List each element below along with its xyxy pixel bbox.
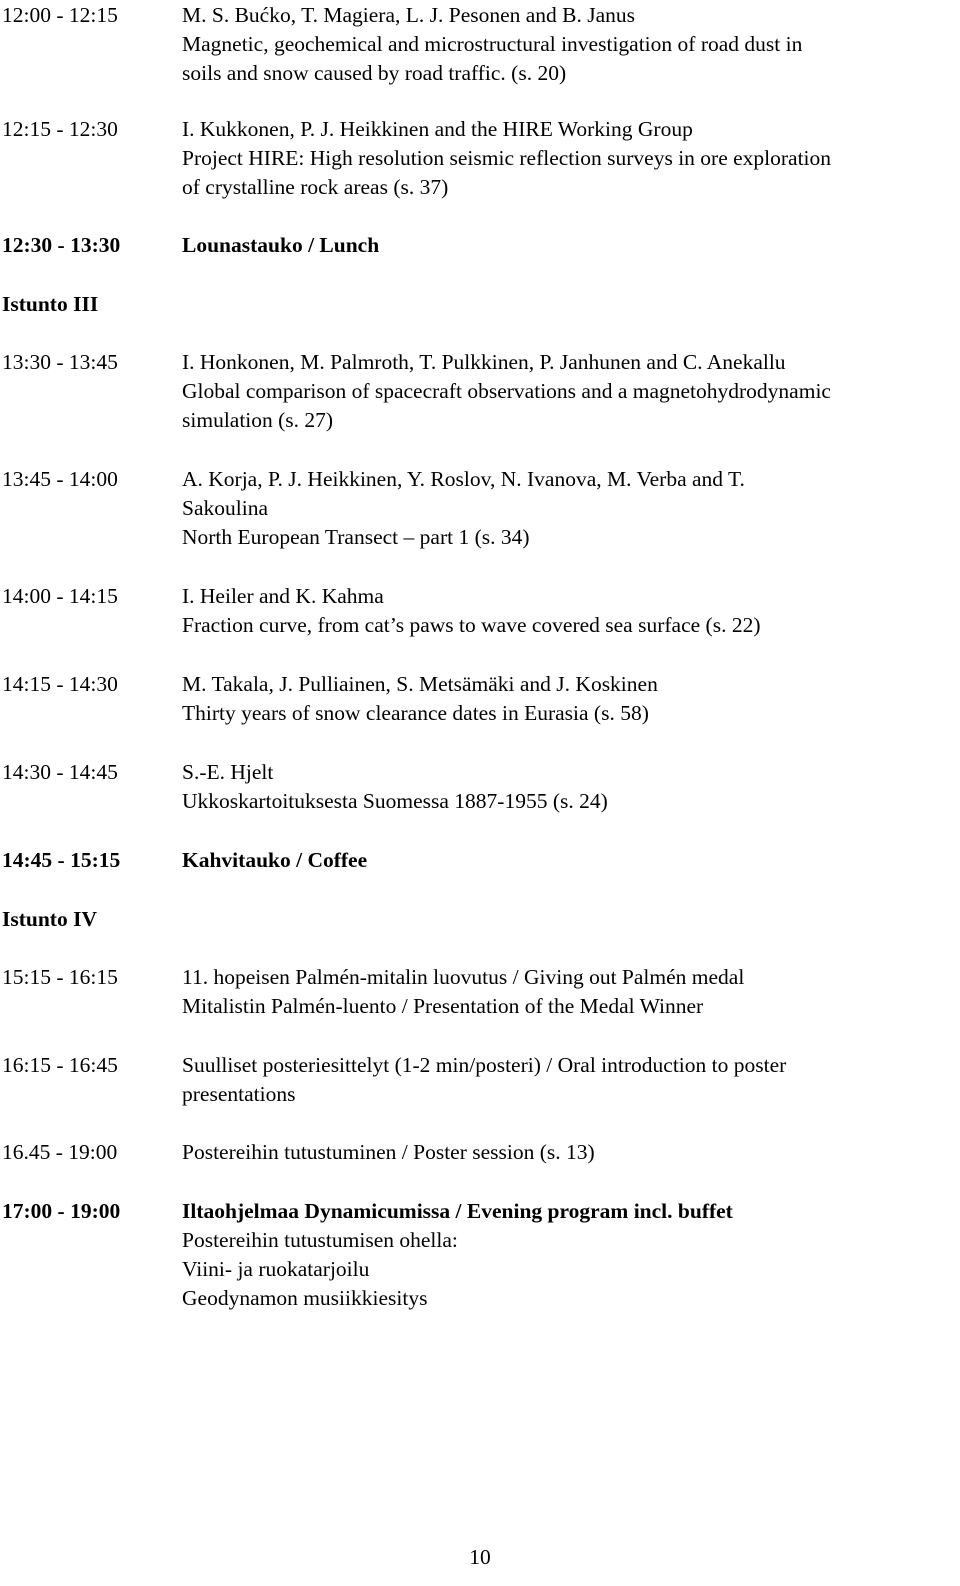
authors: I. Heiler and K. Kahma xyxy=(182,584,384,608)
event-detail: Geodynamon musiikkiesitys xyxy=(182,1286,428,1310)
break-label: Lounastauko / Lunch xyxy=(182,233,380,257)
event-title: Iltaohjelmaa Dynamicumissa / Evening program incl. buffet xyxy=(182,1199,733,1223)
authors: I. Honkonen, M. Palmroth, T. Pulkkinen, P. Janhunen and C. Anekallu xyxy=(182,350,786,374)
talk-title: simulation (s. 27) xyxy=(182,408,334,432)
event-title: Suulliset posteriesittelyt (1-2 min/posteri) / Oral introduction to poster xyxy=(182,1053,787,1077)
page-number: 10 xyxy=(469,1545,491,1569)
event-title: Mitalistin Palmén-luento / Presentation of the Medal Winner xyxy=(182,994,704,1018)
talk-title: Project HIRE: High resolution seismic reflection surveys in ore exploration xyxy=(182,146,832,170)
event-title: presentations xyxy=(182,1082,296,1106)
event-title: 11. hopeisen Palmén-mitalin luovutus / Giving out Palmén medal xyxy=(182,965,745,989)
talk-title: North European Transect – part 1 (s. 34) xyxy=(182,525,530,549)
talk-title: of crystalline rock areas (s. 37) xyxy=(182,175,449,199)
talk-title: Magnetic, geochemical and microstructural investigation of road dust in xyxy=(182,32,803,56)
talk-title: Global comparison of spacecraft observations and a magnetohydrodynamic xyxy=(182,379,831,403)
authors: Sakoulina xyxy=(182,496,268,520)
time-slot: 12:15 - 12:30 xyxy=(2,117,118,141)
time-slot: 13:45 - 14:00 xyxy=(2,467,118,491)
authors: I. Kukkonen, P. J. Heikkinen and the HIRE Working Group xyxy=(182,117,693,141)
time-slot: 14:00 - 14:15 xyxy=(2,584,118,608)
time-slot: 14:15 - 14:30 xyxy=(2,672,118,696)
authors: S.-E. Hjelt xyxy=(182,760,274,784)
talk-title: Ukkoskartoituksesta Suomessa 1887-1955 (s. 24) xyxy=(182,789,608,813)
break-label: Kahvitauko / Coffee xyxy=(182,848,368,872)
time-slot: 12:00 - 12:15 xyxy=(2,3,118,27)
talk-title: soils and snow caused by road traffic. (s. 20) xyxy=(182,61,567,85)
time-slot: 13:30 - 13:45 xyxy=(2,350,118,374)
time-slot: 15:15 - 16:15 xyxy=(2,965,118,989)
event-detail: Viini- ja ruokatarjoilu xyxy=(182,1257,370,1281)
time-slot: 14:45 - 15:15 xyxy=(2,848,121,872)
time-slot: 17:00 - 19:00 xyxy=(2,1199,121,1223)
authors: A. Korja, P. J. Heikkinen, Y. Roslov, N. Ivanova, M. Verba and T. xyxy=(182,467,745,491)
event-detail: Postereihin tutustumisen ohella: xyxy=(182,1228,458,1252)
time-slot: 16:15 - 16:45 xyxy=(2,1053,118,1077)
authors: M. S. Bućko, T. Magiera, L. J. Pesonen and B. Janus xyxy=(182,3,636,27)
event-title: Postereihin tutustuminen / Poster session (s. 13) xyxy=(182,1140,595,1164)
session-heading: Istunto III xyxy=(2,292,99,316)
authors: M. Takala, J. Pulliainen, S. Metsämäki and J. Koskinen xyxy=(182,672,658,696)
talk-title: Fraction curve, from cat’s paws to wave covered sea surface (s. 22) xyxy=(182,613,761,637)
talk-title: Thirty years of snow clearance dates in Eurasia (s. 58) xyxy=(182,701,649,725)
time-slot: 12:30 - 13:30 xyxy=(2,233,121,257)
time-slot: 14:30 - 14:45 xyxy=(2,760,118,784)
session-heading: Istunto IV xyxy=(2,907,97,931)
time-slot: 16.45 - 19:00 xyxy=(2,1140,118,1164)
